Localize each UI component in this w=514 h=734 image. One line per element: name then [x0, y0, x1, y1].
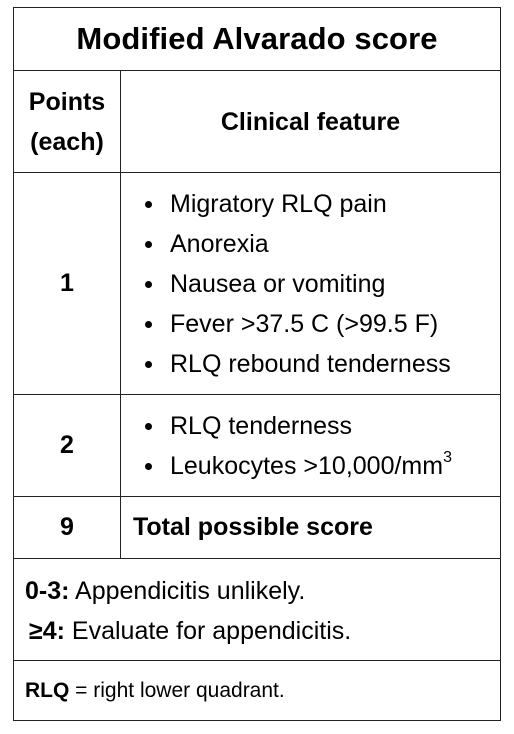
feature-header-cell — [121, 71, 500, 172]
total-row — [14, 496, 500, 558]
interpretation-line — [25, 611, 500, 651]
points-header-cell — [14, 71, 121, 172]
list-item: RLQ rebound tenderness — [141, 344, 451, 384]
list-item — [141, 446, 452, 486]
table-row — [14, 172, 500, 394]
total-label-cell — [121, 497, 500, 558]
list-item: Fever >37.5 C (>99.5 F) — [141, 304, 451, 344]
total-points-value: 9 — [60, 513, 74, 541]
interpretation-range: 0-3: — [25, 577, 70, 605]
interpretation-line — [25, 571, 500, 611]
list-item: Nausea or vomiting — [141, 264, 451, 304]
list-item: Migratory RLQ pain — [141, 184, 451, 224]
features-cell — [121, 395, 500, 496]
points-header-line2: (each) — [30, 127, 104, 156]
interpretation-text: Evaluate for appendicitis. — [71, 617, 352, 645]
interpretation-range: ≥4: — [29, 617, 65, 645]
list-item: Anorexia — [141, 224, 451, 264]
header-row — [14, 70, 500, 172]
points-header-line1: Points — [28, 87, 106, 116]
points-value: 1 — [60, 269, 74, 297]
abbreviation-definition: = right lower quadrant. — [75, 678, 285, 702]
feature-list — [121, 406, 452, 486]
leukocytes-text: Leukocytes >10,000/mm — [170, 451, 444, 480]
list-item: RLQ tenderness — [141, 406, 452, 446]
abbreviation-row — [14, 660, 500, 720]
table-row — [14, 394, 500, 496]
abbreviation-term: RLQ — [25, 678, 70, 702]
total-label: Total possible score — [133, 513, 373, 541]
points-cell — [14, 395, 121, 496]
title-row — [14, 8, 500, 70]
interpretation-text: Appendicitis unlikely. — [75, 577, 306, 605]
alvarado-score-table — [13, 7, 501, 721]
interpretation-row — [14, 558, 500, 660]
points-cell — [14, 173, 121, 394]
features-cell — [121, 173, 500, 394]
points-header — [29, 82, 105, 162]
table-title: Modified Alvarado score — [76, 21, 438, 56]
abbreviation-line — [25, 679, 285, 703]
points-value: 2 — [60, 431, 74, 459]
feature-header: Clinical feature — [220, 107, 401, 136]
points-cell — [14, 497, 121, 558]
feature-list — [121, 184, 451, 384]
superscript-exponent: 3 — [443, 449, 452, 467]
